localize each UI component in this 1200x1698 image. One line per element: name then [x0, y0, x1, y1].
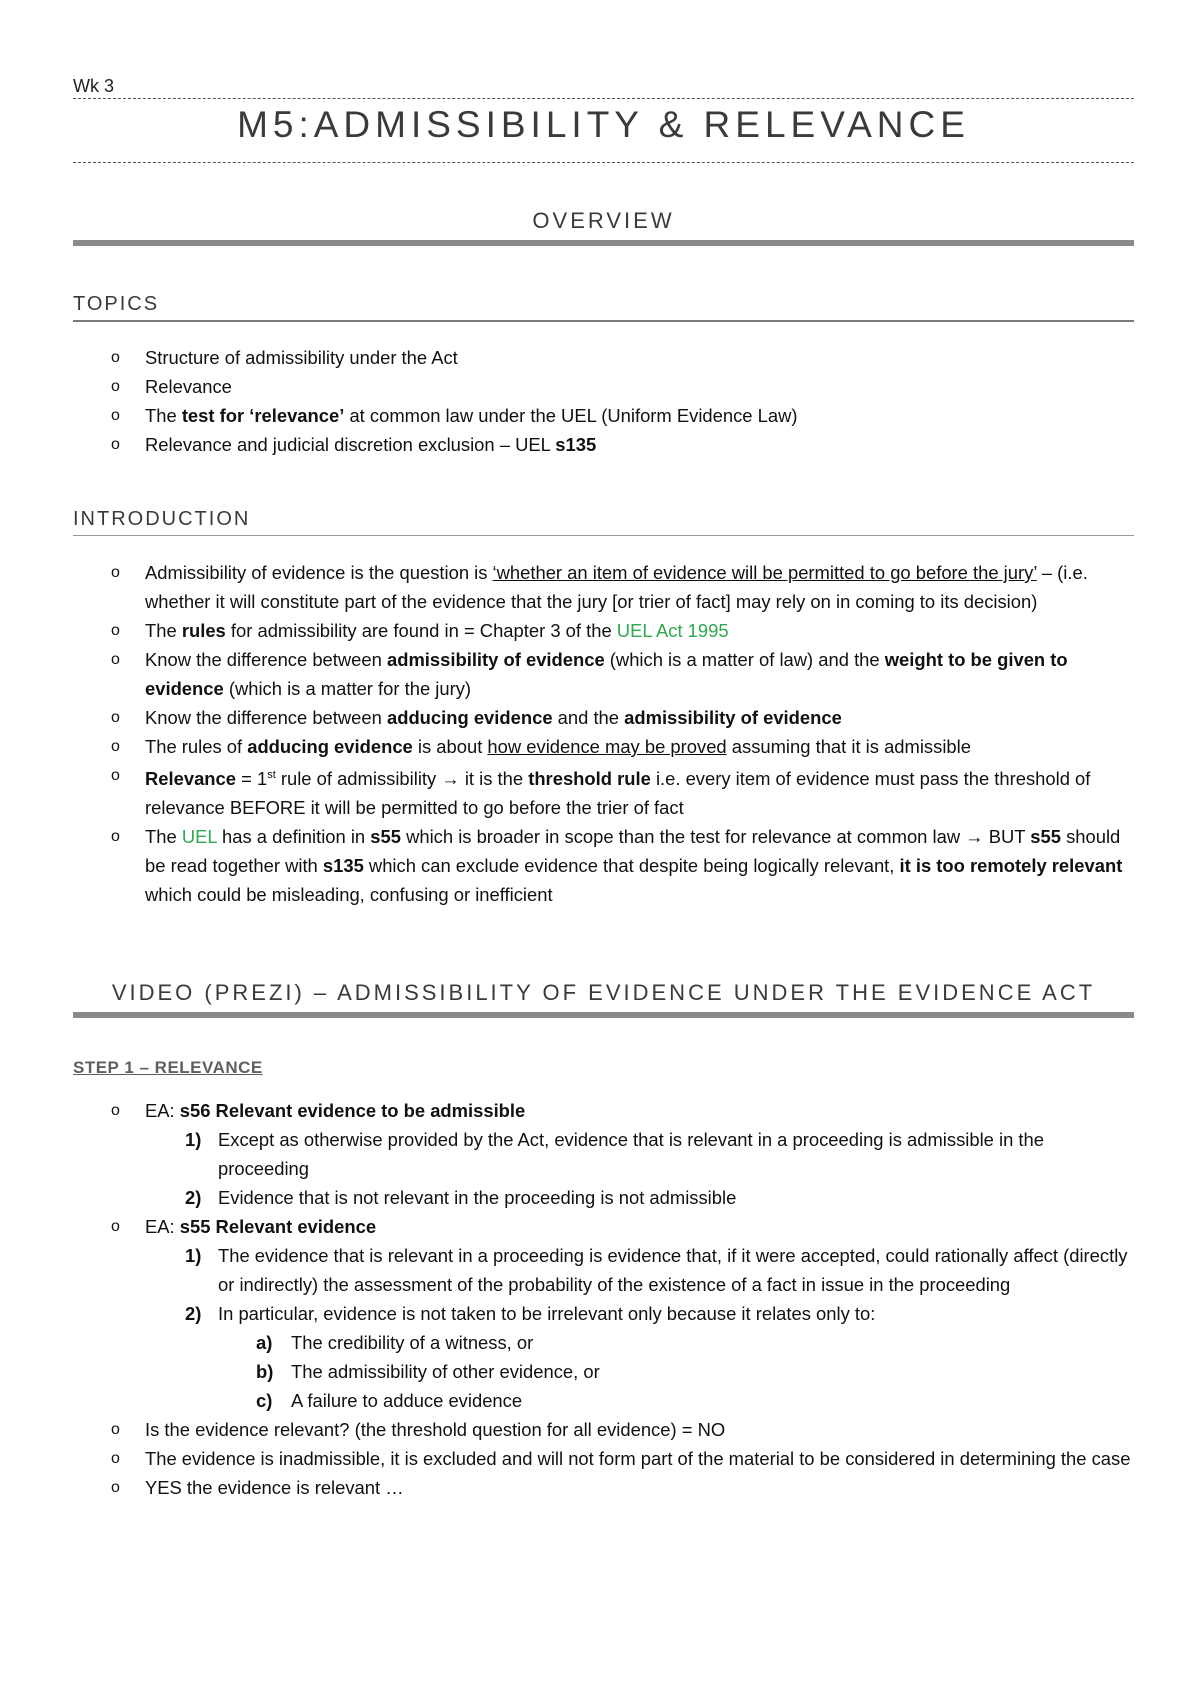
bullet-icon: o [111, 1450, 120, 1467]
step1-list [73, 1096, 1138, 1502]
list-item: o The rules for admissibility are found in = Chapter 3 of the UEL Act 1995 [73, 616, 1138, 645]
bullet-icon: o [111, 738, 120, 755]
list-item: o The UEL has a definition in s55 which is broader in scope than the test for relevance at common law → BUT s55 should be read together with s135 which can exclude evidence that despite being logically relevant, it is too remotely relevant which could be misleading, confusing or inefficient [73, 822, 1138, 909]
bullet-icon: o [111, 1102, 120, 1119]
list-item: o Relevance [73, 372, 1138, 401]
introduction-list [73, 558, 1138, 909]
topics-rule [73, 320, 1134, 322]
list-item: o Know the difference between admissibility of evidence (which is a matter of law) and the weight to be given to evidence (which is a matter for the jury) [73, 645, 1138, 703]
list-item: o Admissibility of evidence is the question is ‘whether an item of evidence will be permitted to go before the jury’ – (i.e. whether it will constitute part of the evidence that the jury [or trier of fact] may rely on in coming to its decision) [73, 558, 1138, 616]
bullet-icon: o [111, 622, 120, 639]
bullet-icon: o [111, 436, 120, 453]
dashed-rule-bottom [73, 162, 1134, 163]
sub-item: 2) Evidence that is not relevant in the proceeding is not admissible [185, 1187, 737, 1208]
list-item: o The rules of adducing evidence is about how evidence may be proved assuming that it is admissible [73, 732, 1138, 761]
bullet-icon: o [111, 709, 120, 726]
bullet-icon: o [111, 378, 120, 395]
sub-sub-item: a) The credibility of a witness, or [256, 1332, 534, 1353]
introduction-heading: INTRODUCTION [73, 508, 251, 530]
list-item: o The evidence is inadmissible, it is excluded and will not form part of the material to be considered in determining the case [73, 1444, 1138, 1473]
list-item: o Know the difference between adducing evidence and the admissibility of evidence [73, 703, 1138, 732]
topics-list [73, 343, 1138, 459]
arrow-right-icon: → [965, 826, 984, 848]
bullet-icon: o [111, 767, 120, 784]
sub-sub-item: c) A failure to adduce evidence [256, 1390, 523, 1411]
introduction-rule [73, 535, 1134, 536]
sub-sub-item: b) The admissibility of other evidence, or [256, 1361, 600, 1382]
list-item: o Relevance and judicial discretion exclusion – UEL s135 [73, 430, 1138, 459]
bullet-icon: o [111, 1421, 120, 1438]
bullet-icon: o [111, 1479, 120, 1496]
topics-heading: TOPICS [73, 293, 160, 315]
dashed-rule-top [73, 98, 1134, 99]
overview-heading: OVERVIEW [532, 208, 675, 233]
sub-item: 2) In particular, evidence is not taken to be irrelevant only because it relates only to: [185, 1303, 876, 1324]
bullet-icon: o [111, 564, 120, 581]
list-item: o Structure of admissibility under the Act [73, 343, 1138, 372]
sub-item: 1) Except as otherwise provided by the Act, evidence that is relevant in a proceeding is admissible in the proceeding [185, 1129, 1044, 1179]
bullet-icon: o [111, 1218, 120, 1235]
list-item: o YES the evidence is relevant … [73, 1473, 1138, 1502]
bullet-icon: o [111, 349, 120, 366]
arrow-right-icon: → [441, 768, 460, 790]
step-heading: STEP 1 – RELEVANCE [73, 1058, 263, 1077]
week-label: Wk 3 [73, 76, 115, 96]
list-item: o The test for ‘relevance’ at common law under the UEL (Uniform Evidence Law) [73, 401, 1138, 430]
page-title: M5:ADMISSIBILITY & RELEVANCE [237, 104, 970, 145]
video-heading: VIDEO (PREZI) – ADMISSIBILITY OF EVIDENCE UNDER THE EVIDENCE ACT [111, 980, 1096, 1005]
list-item: o EA: s56 Relevant evidence to be admissible [73, 1096, 1138, 1125]
overview-rule [73, 240, 1134, 246]
list-item: o EA: s55 Relevant evidence [73, 1212, 1138, 1241]
bullet-icon: o [111, 651, 120, 668]
list-item: o Is the evidence relevant? (the threshold question for all evidence) = NO [73, 1415, 1138, 1444]
video-rule [73, 1012, 1134, 1018]
bullet-icon: o [111, 828, 120, 846]
sub-item: 1) The evidence that is relevant in a proceeding is evidence that, if it were accepted, could rationally affect (directly or indirectly) the assessment of the probability of the existence of a fact in issue in the proceeding [185, 1245, 1128, 1295]
list-item: o Relevance = 1st rule of admissibility → it is the threshold rule i.e. every item of evidence must pass the threshold of relevance BEFORE it will be permitted to go before the trier of fact [73, 761, 1138, 822]
bullet-icon: o [111, 407, 120, 424]
